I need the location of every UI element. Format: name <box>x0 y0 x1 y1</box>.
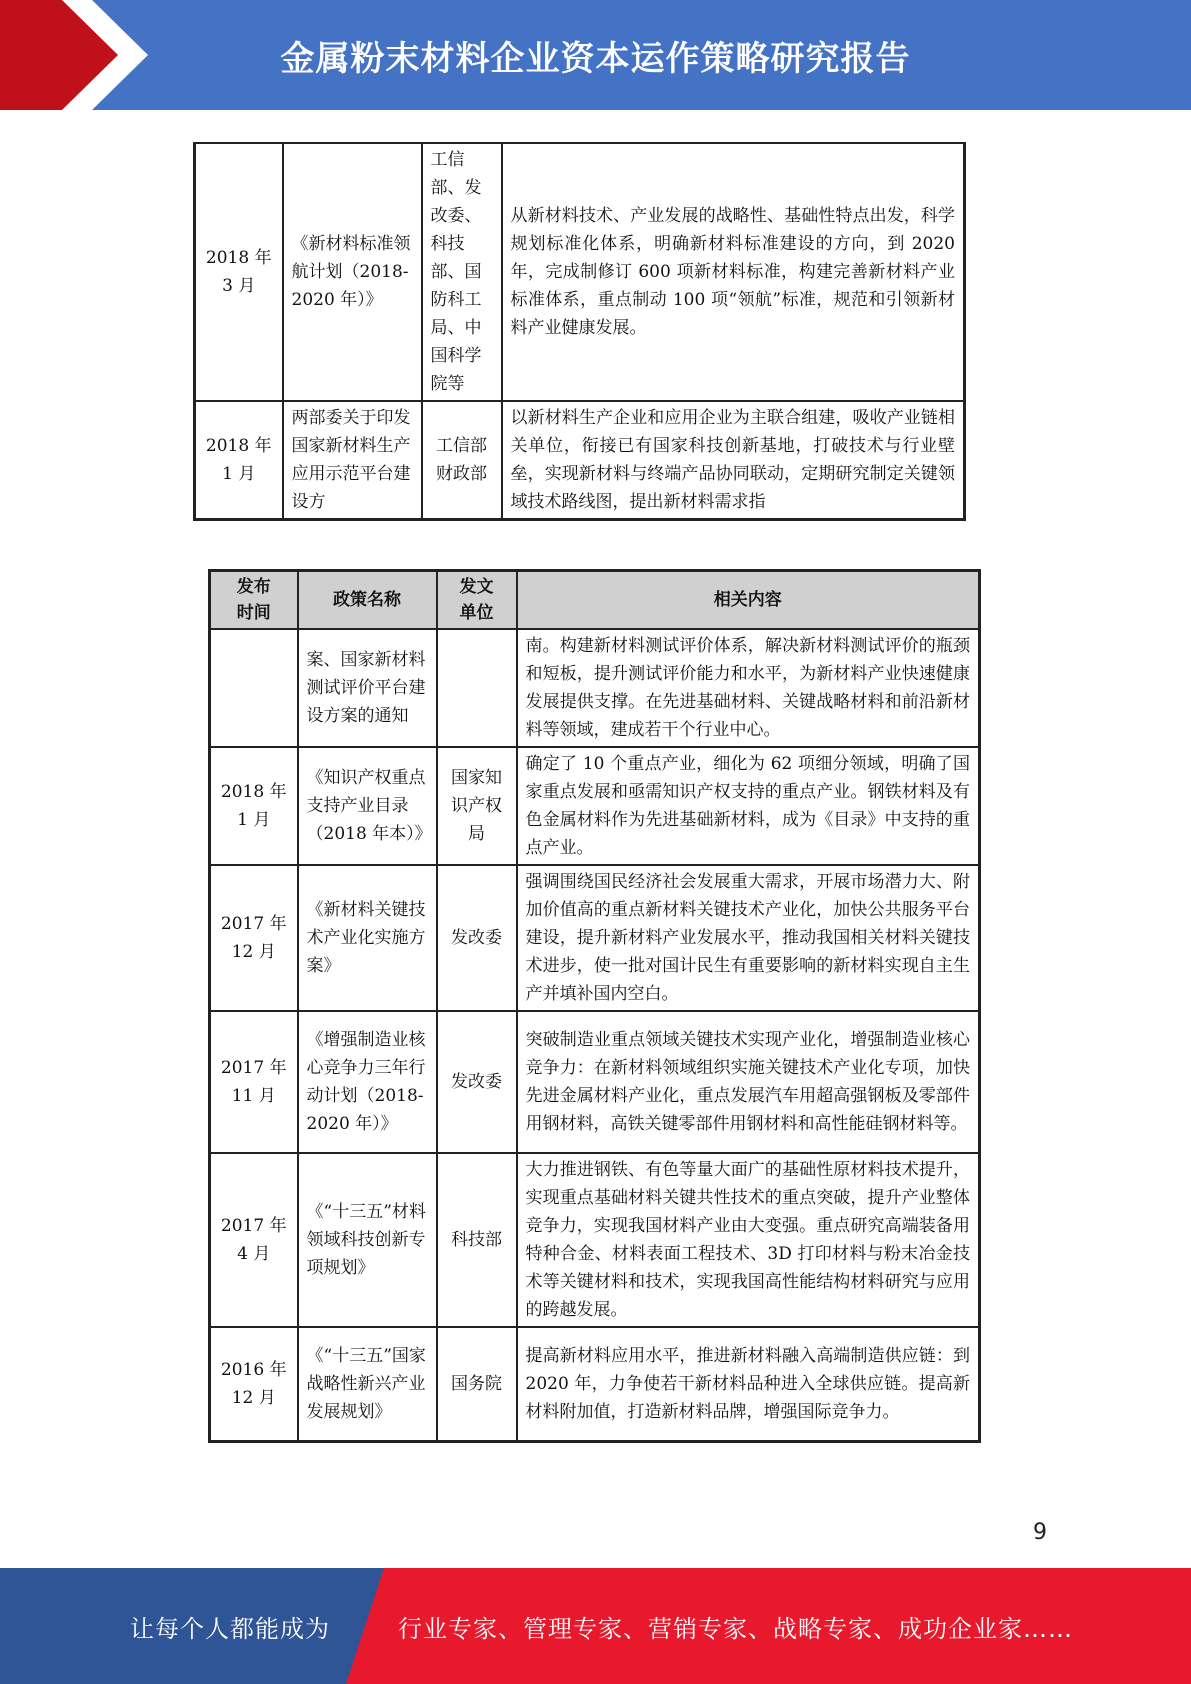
publish-date: 2016 年 12 月 <box>210 1327 298 1441</box>
issuing-unit: 发改委 <box>437 1011 517 1153</box>
publish-date: 2017 年 12 月 <box>210 865 298 1011</box>
issuing-unit <box>437 629 517 747</box>
policy-name: 《“十三五”国家战略性新兴产业发展规划》 <box>298 1327 437 1441</box>
header-chevron-decoration <box>0 0 160 110</box>
table-row <box>210 865 980 1011</box>
issuing-unit: 发改委 <box>437 865 517 1011</box>
policy-content: 大力推进钢铁、有色等量大面广的基础性原材料技术提升，实现重点基础材料关键共性技术的重点突破，提升产业整体竞争力，实现我国材料产业由大变强。重点研究高端装备用特种合金、材料表面工程技术、3D 打印材料与粉末冶金技术等关键材料和技术，实现我国高性能结构材料研究与应用的跨越发展。 <box>517 1153 980 1327</box>
header-date: 发布 时间 <box>210 571 298 630</box>
publish-date: 2018 年 1 月 <box>210 747 298 865</box>
page-footer <box>0 1568 1191 1684</box>
header-unit: 发文 单位 <box>437 571 517 630</box>
publish-date <box>210 629 298 747</box>
policy-content: 以新材料生产企业和应用企业为主联合组建，吸收产业链相关单位，衔接已有国家科技创新基地，打破技术与行业壁垒，实现新材料与终端产品协同联动，定期研究制定关键领域技术路线图，提出新材料需求指 <box>502 401 965 520</box>
policy-content: 南。构建新材料测试评价体系，解决新材料测试评价的瓶颈和短板，提升测试评价能力和水平，为新材料产业快速健康发展提供支撑。在先进基础材料、关键战略材料和前沿新材料等领域，建成若干个行业中心。 <box>517 629 980 747</box>
issuing-unit: 科技部 <box>437 1153 517 1327</box>
policy-content: 提高新材料应用水平，推进新材料融入高端制造供应链：到 2020 年，力争使若干新材料品种进入全球供应链。提高新材料附加值，打造新材料品牌，增强国际竞争力。 <box>517 1327 980 1441</box>
footer-slogan-left: 让每个人都能成为 <box>130 1614 330 1643</box>
policy-name: 《知识产权重点支持产业目录（2018 年本）》 <box>298 747 437 865</box>
publish-date: 2017 年 11 月 <box>210 1011 298 1153</box>
policy-name: 《新材料标准领航计划（2018-2020 年）》 <box>283 143 422 401</box>
policy-table-continued <box>193 142 966 521</box>
policy-content: 确定了 10 个重点产业，细化为 62 项细分领域，明确了国家重点发展和亟需知识产权支持的重点产业。钢铁材料及有色金属材料作为先进基础新材料，成为《目录》中支持的重点产业。 <box>517 747 980 865</box>
table-row <box>210 747 980 865</box>
table-row <box>210 1153 980 1327</box>
policy-name: 《新材料关键技术产业化实施方案》 <box>298 865 437 1011</box>
issuing-unit: 工信部、发改委、科技部、国防科工局、中国科学院等 <box>422 143 502 401</box>
policy-name: 案、国家新材料测试评价平台建设方案的通知 <box>298 629 437 747</box>
issuing-unit: 国家知识产权局 <box>437 747 517 865</box>
publish-date: 2018 年 1 月 <box>195 401 283 520</box>
policy-content: 从新材料技术、产业发展的战略性、基础性特点出发，科学规划标准化体系，明确新材料标准建设的方向，到 2020 年，完成制修订 600 项新材料标准，构建完善新材料产业标准体系，重点制动 100 项“领航”标准，规范和引领新材料产业健康发展。 <box>502 143 965 401</box>
table-row <box>195 401 965 520</box>
issuing-unit: 国务院 <box>437 1327 517 1441</box>
publish-date: 2017 年 4 月 <box>210 1153 298 1327</box>
policy-content: 强调围绕国民经济社会发展重大需求，开展市场潜力大、附加价值高的重点新材料关键技术产业化，加快公共服务平台建设，提升新材料产业发展水平，推动我国相关材料关键技术进步，使一批对国计民生有重要影响的新材料实现自主生产并填补国内空白。 <box>517 865 980 1011</box>
report-title: 金属粉末材料企业资本运作策略研究报告 <box>280 38 911 79</box>
header-content: 相关内容 <box>517 571 980 630</box>
policy-name: 《增强制造业核心竞争力三年行动计划（2018-2020 年）》 <box>298 1011 437 1153</box>
table-header-row <box>210 571 980 630</box>
table-row <box>210 1011 980 1153</box>
policy-name: 《“十三五”材料领域科技创新专项规划》 <box>298 1153 437 1327</box>
issuing-unit: 工信部 财政部 <box>422 401 502 520</box>
policy-name: 两部委关于印发国家新材料生产应用示范平台建设方 <box>283 401 422 520</box>
policy-table <box>208 569 981 1443</box>
table-row <box>210 1327 980 1441</box>
footer-slogan-right: 行业专家、管理专家、营销专家、战略专家、成功企业家…… <box>398 1614 1073 1643</box>
policy-content: 突破制造业重点领域关键技术实现产业化，增强制造业核心竞争力：在新材料领域组织实施关键技术产业化专项，加快先进金属材料产业化，重点发展汽车用超高强钢板及零部件用钢材料，高铁关键零部件用钢材料和高性能硅钢材料等。 <box>517 1011 980 1153</box>
publish-date: 2018 年 3 月 <box>195 143 283 401</box>
page-header <box>0 0 1191 110</box>
header-name: 政策名称 <box>298 571 437 630</box>
page-number: 9 <box>1033 1520 1047 1545</box>
table-row <box>210 629 980 747</box>
table-row <box>195 143 965 401</box>
